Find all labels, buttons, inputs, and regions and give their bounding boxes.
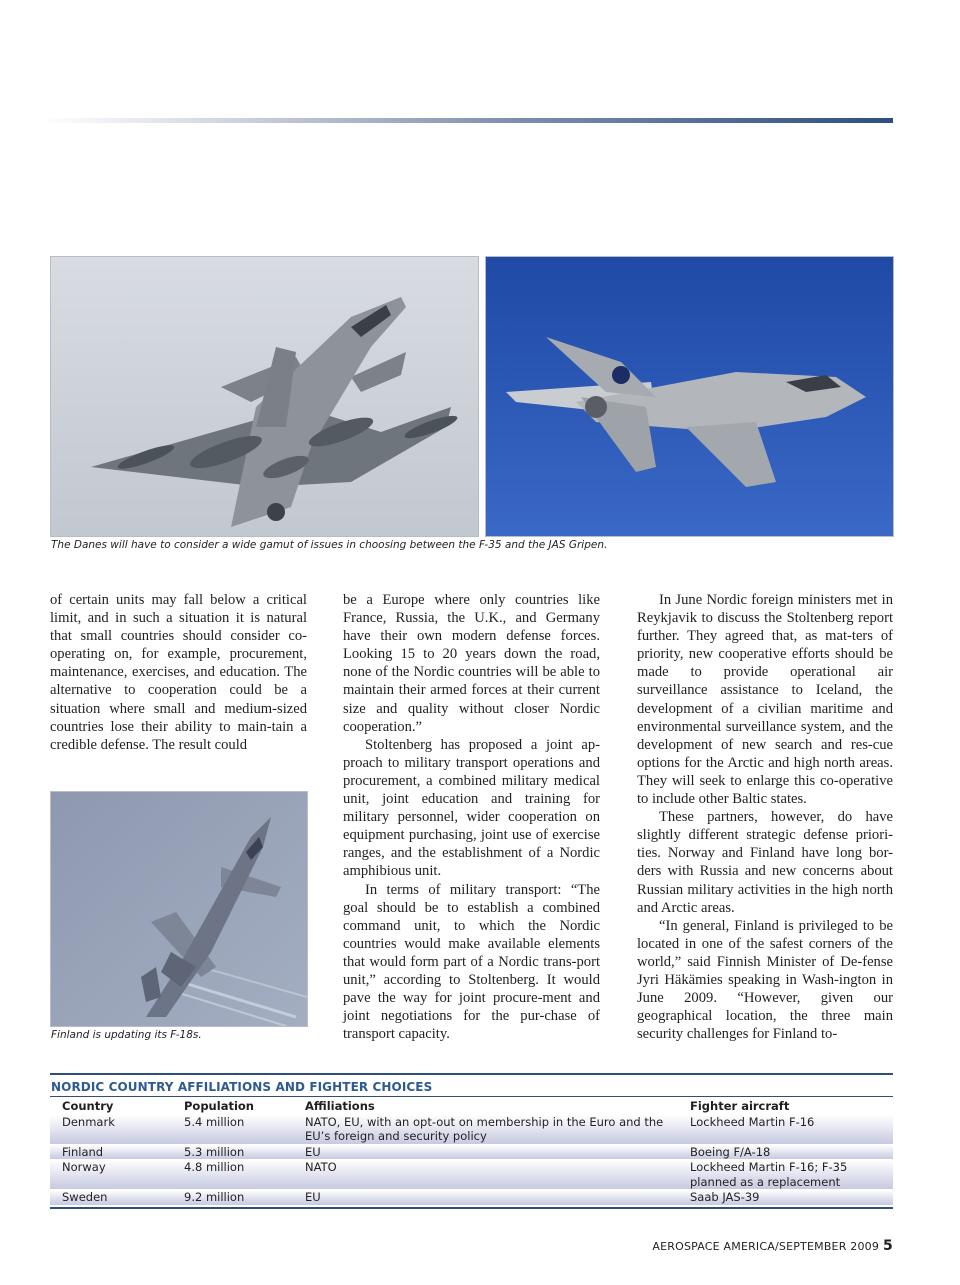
table-cell: Saab JAS-39 [690, 1190, 760, 1204]
paragraph: In terms of military transport: “The goal should be to establish a combined command unit, to which the Nordic countries would make available elements that would form part of a Nordic trans-port unit,” according to Stoltenberg. It would pave the way for joint procure-ment and joint negotiations for the pur-chase of transport capacity. [343, 881, 600, 1043]
paragraph: of certain units may fall below a critical limit, and in such a situation it is natural that small countries should consider co-operating on, for example, procurement, maintenance, exercises, and education. The alternative to cooperation could be a situation where small and medium-sized countries lose their ability to main-tain a credible defense. The result could [50, 592, 307, 753]
table-cell: Boeing F/A-18 [690, 1144, 771, 1159]
paragraph: In June Nordic foreign ministers met in Reykjavik to discuss the Stoltenberg report further. They agreed that, as mat-ters of priority, new cooperative efforts should be made to provide operational air surveillance assistance to Iceland, the development of a civilian maritime and environmental surveillance system, and the development of new search and res-cue options for the Arctic and high north areas. They will seek to enlarge this co-operative to include other Baltic states. [637, 592, 893, 808]
table-row [50, 1144, 893, 1160]
page-footer [652, 1238, 893, 1254]
table-rule [50, 1207, 893, 1209]
table-cell: EU [305, 1190, 321, 1204]
table-cell: Finland [62, 1144, 104, 1159]
column-header: Country [62, 1099, 114, 1113]
table-row [50, 1189, 893, 1205]
table-cell: 4.8 million [184, 1160, 245, 1174]
f18-photo [50, 791, 308, 1027]
text-column-2 [343, 591, 600, 1043]
column-header: Fighter aircraft [690, 1099, 790, 1113]
photo-caption: Finland is updating its F-18s. [51, 1029, 202, 1041]
table-cell: NATO, EU, with an opt-out on membership in the Euro and the EU’s foreign and security policy [305, 1114, 664, 1143]
table-cell: EU [305, 1144, 321, 1159]
table-cell: 5.4 million [184, 1114, 245, 1129]
table-cell: Denmark [62, 1114, 115, 1129]
paragraph: Stoltenberg has proposed a joint ap-proach to military transport operations and procurement, a combined military medical unit, joint education and training for military personnel, wider cooperation on equipment purchasing, joint use of exercise ranges, and the establishment of a Nordic amphibious unit. [343, 736, 600, 880]
text-column-1 [50, 591, 307, 754]
paragraph: “In general, Finland is privileged to be located in one of the safest corners of the world,” said Finnish Minister of De-fense Jyri Häkämies speaking in Wash-ington in June 2009. “However, given our geographical location, the three main security challenges for Finland to- [637, 917, 893, 1043]
table-header-row [50, 1097, 893, 1114]
table-cell: 5.3 million [184, 1144, 245, 1159]
table-cell: NATO [305, 1160, 337, 1174]
publication-line: AEROSPACE AMERICA/SEPTEMBER 2009 [652, 1240, 880, 1253]
f35-photo [485, 256, 894, 537]
paragraph: These partners, however, do have slightly different strategic defense priori-ties. Norway and Finland have long bor-ders with Russia and new concerns about Russian military activities in the high north and Arctic areas. [637, 809, 893, 916]
table-cell: Norway [62, 1160, 106, 1174]
table-row [50, 1114, 893, 1144]
table-cell: Lockheed Martin F-16; F-35 planned as a replacement [690, 1160, 848, 1189]
table-cell: 9.2 million [184, 1190, 245, 1204]
table-cell: Lockheed Martin F-16 [690, 1114, 815, 1129]
photo-caption: The Danes will have to consider a wide gamut of issues in choosing between the F-35 and the JAS Gripen. [51, 539, 608, 551]
table-title: NORDIC COUNTRY AFFILIATIONS AND FIGHTER CHOICES [51, 1080, 433, 1094]
gripen-photo [50, 256, 479, 537]
table-row [50, 1159, 893, 1189]
page-number: 5 [883, 1238, 893, 1254]
text-column-3 [637, 591, 893, 1043]
column-header: Population [184, 1099, 254, 1113]
header-rule [40, 118, 893, 123]
table-cell: Sweden [62, 1190, 108, 1204]
affiliations-table [50, 1073, 893, 1209]
column-header: Affiliations [305, 1099, 375, 1113]
paragraph: be a Europe where only countries like France, Russia, the U.K., and Germany have their own modern defense forces. Looking 15 to 20 years down the road, none of the Nordic countries will be able to maintain their armed forces at their current size and quality without closer Nordic cooperation.” [343, 592, 600, 735]
